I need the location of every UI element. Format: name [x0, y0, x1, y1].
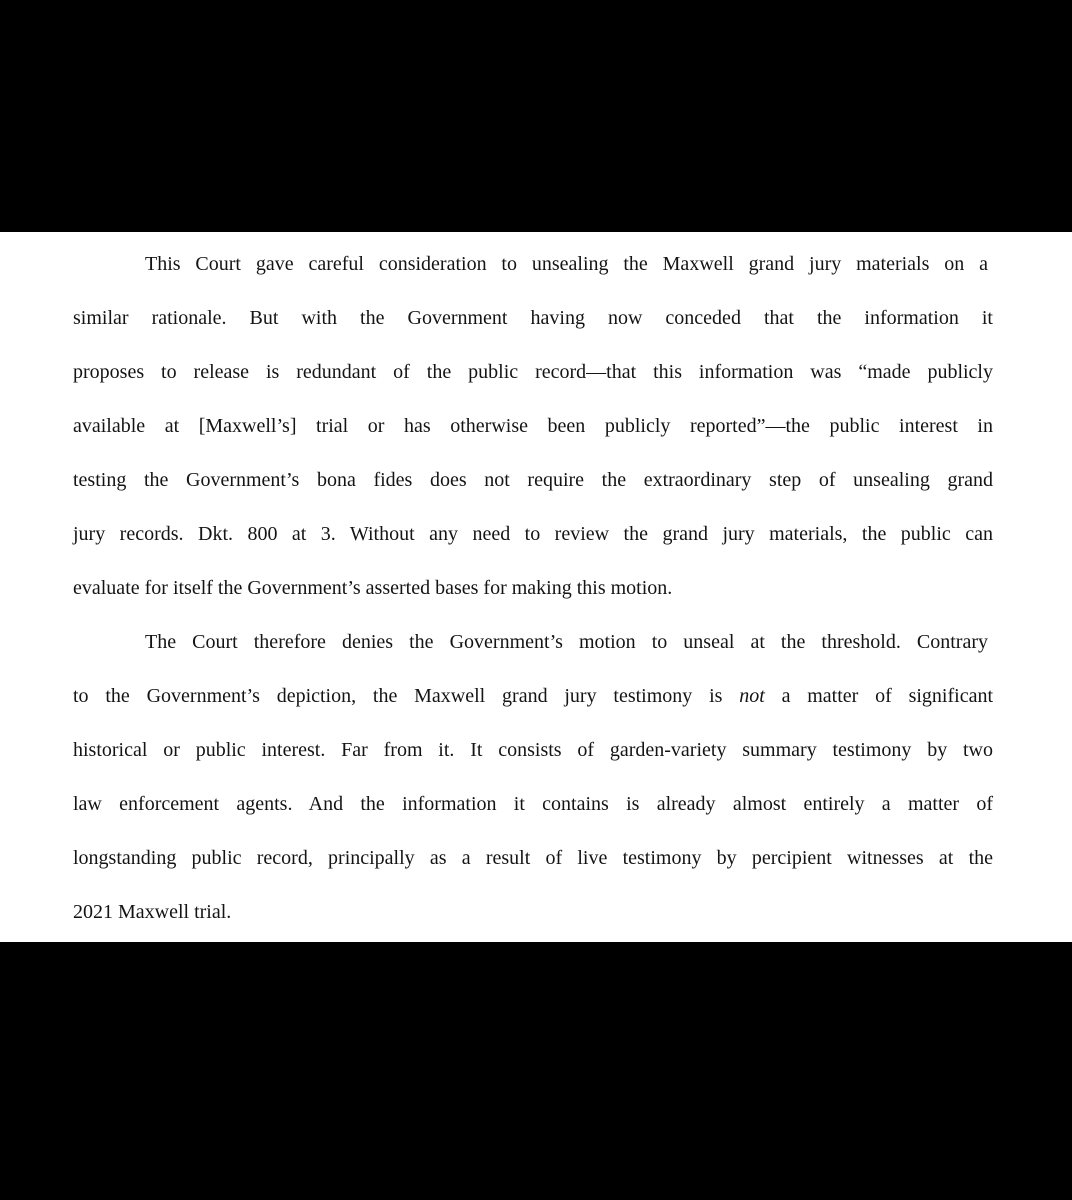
paragraph-2-line-2-before: to the Government’s depiction, the Maxwell grand jury testimony is	[73, 685, 740, 707]
paragraph-1-line-7: evaluate for itself the Government’s asserted bases for making this motion.	[73, 577, 673, 599]
paragraph-1-line-1: This Court gave careful consideration to unsealing the Maxwell grand jury materials on a	[145, 253, 988, 275]
emphasis-not: not	[739, 685, 765, 707]
top-black-border	[0, 0, 1072, 232]
paragraph-1-line-2: similar rationale. But with the Government having now conceded that the information it	[73, 307, 993, 329]
paragraph-2-line-4: law enforcement agents. And the information it contains is already almost entirely a matter of	[73, 793, 993, 815]
bottom-black-border	[0, 942, 1072, 1200]
paragraph-2-line-6: 2021 Maxwell trial.	[73, 901, 232, 923]
paragraph-2-line-2-after: a matter of significant	[764, 685, 993, 707]
paragraph-2-line-3: historical or public interest. Far from it. It consists of garden-variety summary testimony by two	[73, 739, 993, 761]
paragraph-1-line-3: proposes to release is redundant of the public record—that this information was “made publicly	[73, 361, 993, 383]
paragraph-1-line-4: available at [Maxwell’s] trial or has otherwise been publicly reported”—the public interest in	[73, 415, 993, 437]
paragraph-2-line-5: longstanding public record, principally as a result of live testimony by percipient witnesses at the	[73, 847, 993, 869]
paragraph-1-line-6: jury records. Dkt. 800 at 3. Without any need to review the grand jury materials, the public can	[73, 523, 993, 545]
paragraph-2-line-2	[73, 684, 993, 708]
document-page	[0, 232, 1072, 942]
paragraph-1-line-5: testing the Government’s bona fides does not require the extraordinary step of unsealing grand	[73, 469, 993, 491]
paragraph-2-line-1: The Court therefore denies the Government’s motion to unseal at the threshold. Contrary	[145, 631, 988, 653]
